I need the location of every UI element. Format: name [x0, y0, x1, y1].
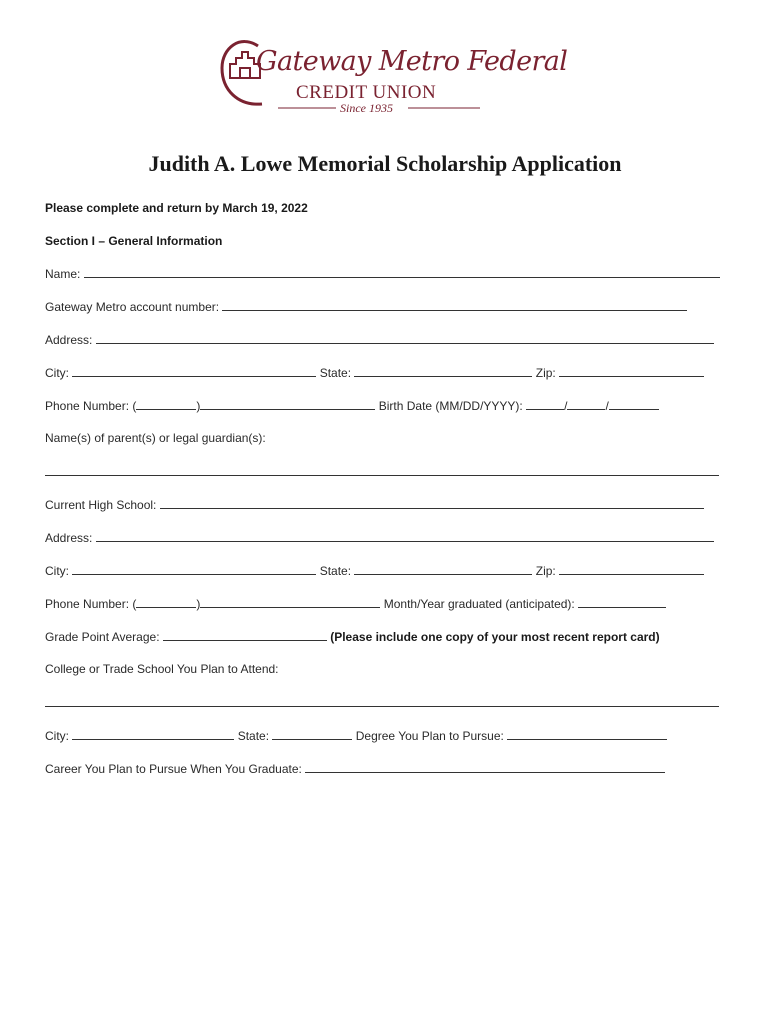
birth-year-field[interactable]: [609, 397, 659, 410]
phone-birth-row: [45, 397, 659, 413]
college-city-field[interactable]: [72, 727, 234, 740]
account-label: Gateway Metro account number:: [45, 300, 220, 314]
phone-paren-close: ): [196, 399, 201, 413]
degree-label: Degree You Plan to Pursue:: [355, 729, 504, 743]
name-field[interactable]: [84, 265, 720, 278]
school-zip-field[interactable]: [559, 562, 704, 575]
address-field[interactable]: [96, 331, 714, 344]
school-address-field[interactable]: [96, 529, 714, 542]
career-field[interactable]: [305, 760, 665, 773]
school-zip-label: Zip:: [535, 564, 556, 578]
college-state-field[interactable]: [272, 727, 352, 740]
phone-number-field[interactable]: [200, 397, 375, 410]
phone-area-code-field[interactable]: [136, 397, 196, 410]
document-title: Judith A. Lowe Memorial Scholarship Application: [148, 151, 622, 176]
name-label: Name:: [45, 267, 81, 281]
instruction-text: Please complete and return by March 19, 2022: [45, 201, 308, 215]
college-field[interactable]: [45, 694, 719, 707]
guardian-row: [45, 463, 719, 479]
city-field[interactable]: [72, 364, 316, 377]
school-city-state-zip-row: [45, 562, 704, 578]
college-city-row: [45, 727, 667, 743]
birth-date-label: Birth Date (MM/DD/YYYY):: [378, 399, 523, 413]
high-school-row: [45, 496, 704, 512]
school-phone-area-code-field[interactable]: [136, 595, 196, 608]
gpa-row: [45, 628, 660, 644]
career-row: [45, 760, 665, 776]
guardian-field[interactable]: [45, 463, 719, 476]
date-separator: /: [564, 399, 568, 413]
logo-wordmark: Gateway Metro Federal: [256, 46, 568, 77]
zip-field[interactable]: [559, 364, 704, 377]
date-separator: /: [605, 399, 609, 413]
college-city-label: City:: [45, 729, 69, 743]
school-phone-label: Phone Number: (: [45, 597, 137, 611]
account-row: [45, 298, 687, 314]
section-heading: Section I – General Information: [45, 234, 223, 248]
credit-union-logo: [218, 34, 568, 120]
school-state-label: State:: [319, 564, 352, 578]
high-school-field[interactable]: [160, 496, 704, 509]
logo-subtitle: CREDIT UNION: [296, 82, 437, 103]
high-school-label: Current High School:: [45, 498, 157, 512]
account-number-field[interactable]: [222, 298, 687, 311]
graduation-label: Month/Year graduated (anticipated):: [383, 597, 575, 611]
zip-label: Zip:: [535, 366, 556, 380]
college-state-label: State:: [237, 729, 270, 743]
report-card-note: (Please include one copy of your most recent report card): [330, 630, 660, 644]
school-city-field[interactable]: [72, 562, 316, 575]
city-label: City:: [45, 366, 69, 380]
school-address-row: [45, 529, 714, 545]
school-state-field[interactable]: [354, 562, 532, 575]
birth-day-field[interactable]: [567, 397, 605, 410]
school-address-label: Address:: [45, 531, 93, 545]
address-label: Address:: [45, 333, 93, 347]
school-phone-number-field[interactable]: [200, 595, 380, 608]
phone-label: Phone Number: (: [45, 399, 137, 413]
name-row: [45, 265, 720, 281]
school-phone-paren-close: ): [196, 597, 201, 611]
guardian-label: Name(s) of parent(s) or legal guardian(s):: [45, 431, 266, 445]
graduation-date-field[interactable]: [578, 595, 666, 608]
logo-since: Since 1935: [340, 101, 393, 115]
career-label: Career You Plan to Pursue When You Graduate:: [45, 762, 302, 776]
gpa-field[interactable]: [163, 628, 327, 641]
college-label: College or Trade School You Plan to Attend:: [45, 662, 279, 676]
state-label: State:: [319, 366, 352, 380]
city-state-zip-row: [45, 364, 704, 380]
state-field[interactable]: [354, 364, 532, 377]
school-phone-grad-row: [45, 595, 666, 611]
gpa-label: Grade Point Average:: [45, 630, 160, 644]
school-city-label: City:: [45, 564, 69, 578]
college-row: [45, 694, 719, 710]
degree-field[interactable]: [507, 727, 667, 740]
birth-month-field[interactable]: [526, 397, 564, 410]
address-row: [45, 331, 714, 347]
